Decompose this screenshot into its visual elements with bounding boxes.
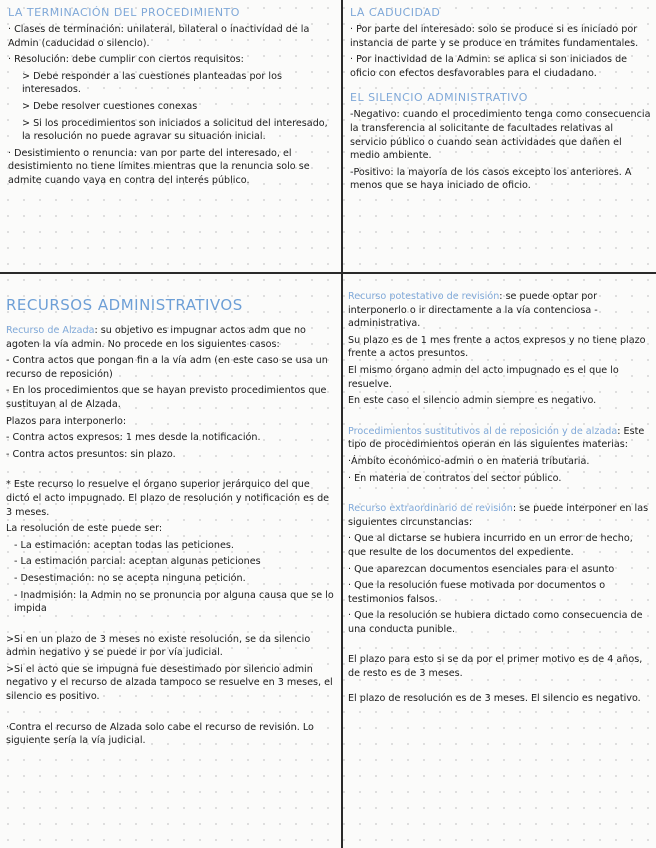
text-silencio-negativo-alzada: >Si en un plazo de 3 meses no existe resolución, se da silencio admin negativo y se puede ir por vía judicial.: [6, 633, 311, 659]
section-caducidad: [344, 0, 656, 270]
label-sustitutivos: Procedimientos sustitutivos al de reposición y de alzada: [348, 425, 618, 437]
text-resolucion: · Resolución: debe cumplir con ciertos requisitos:: [8, 54, 244, 66]
text-reposicion-silencio: En este caso el silencio admin siempre es negativo.: [348, 395, 597, 407]
heading-silencio: EL SILENCIO ADMINISTRATIVO: [350, 91, 528, 105]
heading-recursos: RECURSOS ADMINISTRATIVOS: [6, 296, 243, 314]
text-extraordinario: Recurso extraordinario de revisión: se puede interponer en las siguientes circunstancias:: [348, 503, 649, 528]
text-alzada-1: - Contra actos que pongan fin a la vía adm (en este caso se usa un recurso de reposición): [6, 355, 328, 380]
text-extra-resolucion: El plazo de resolución es de 3 meses. El silencio es negativo.: [348, 692, 641, 704]
label-reposicion: Recurso potestativo de revisión: [348, 291, 500, 302]
text-reposicion-organo: El mismo órgano admin del acto impugnado es el que lo resuelve.: [348, 364, 619, 390]
section-terminacion: [0, 0, 340, 270]
text-extra-2: · Que aparezcan documentos esenciales para el asunto: [348, 563, 615, 575]
text-plazos: Plazos para interponerlo:: [6, 415, 127, 427]
text-desistimiento: · Desistimiento o renuncia: van por parte del interesado, el desistimiento no tiene límites mientras que la renuncia solo se admite cuando vaya en contra del interés público.: [8, 147, 310, 186]
text-req-3: > Si los procedimientos son iniciados a solicitud del interesado, la resolución no puede agravar su situación inicial.: [22, 117, 328, 143]
text-extra-1: · Que al dictarse se hubiera incurrido en un error de hecho, que resulte de los documentos del expediente.: [348, 533, 633, 558]
text-extra-plazo: El plazo para esto si se da por el primer motivo es de 4 años, de resto es de 3 meses.: [348, 654, 643, 680]
text-req-1: > Debe responder a las cuestiones planteadas por los interesados.: [22, 70, 282, 96]
vertical-divider: [341, 0, 343, 848]
text-resuelve: * Este recurso lo resuelve el órgano superior jerárquico del que dictó el acto impugnado. El plazo de resolución y notificación es de 3 meses.: [6, 479, 330, 518]
text-desestimacion: - Desestimación: no se acepta ninguna petición.: [14, 572, 246, 584]
text-resolucion-puede: La resolución de este puede ser:: [6, 523, 163, 535]
text-silencio-positivo-alzada: >Si el acto que se impugna fue desestimado por silencio admin negativo y el recurso de alzada tampoco se resuelve en 3 meses, el silencio es positivo.: [6, 663, 333, 703]
text-silencio-positivo: -Positivo: la mayoría de los casos excepto los anteriores. A menos que se haya iniciado de oficio.: [350, 166, 632, 192]
text-extra-4: · Que la resolución se hubiera dictado como consecuencia de una conducta punible.: [348, 610, 643, 635]
text-alzada-2: - En los procedimientos que se hayan previsto procedimientos que sustituyan al de Alzada.: [6, 385, 327, 410]
label-extraordinario: Recurso extraordinario de revisión: [348, 503, 513, 515]
section-recursos-cont: [344, 276, 656, 848]
text-plazo-presuntos: - Contra actos presuntos: sin plazo.: [6, 448, 176, 460]
text-contra-alzada: ·Contra el recurso de Alzada solo cabe el recurso de revisión. Lo siguiente sería la vía judicial.: [6, 721, 314, 747]
text-plazo-expresos: - Contra actos expresos: 1 mes desde la notificación.: [6, 432, 261, 444]
heading-caducidad: LA CADUCIDAD: [350, 6, 441, 19]
text-extra-3: · Que la resolución fuese motivada por documentos o testimonios falsos.: [348, 580, 606, 605]
text-alzada: Recurso de Alzada: su objetivo es impugnar actos adm que no agoten la vía admin. No procede en los siguientes casos:: [6, 325, 306, 350]
text-sust-2: · En materia de contratos del sector público.: [348, 472, 562, 484]
label-alzada: Recurso de Alzada: [6, 325, 95, 336]
text-inadmision: - Inadmisión: la Admin no se pronuncia por alguna causa que se lo impida: [14, 589, 334, 615]
text-sustitutivos: Procedimientos sustitutivos al de reposición y de alzada: Este tipo de procedimientos operan en las siguientes materias:: [348, 425, 645, 451]
text-req-2: > Debe resolver cuestiones conexas: [22, 100, 198, 112]
text-caducidad-admin: · Por inactividad de la Admin: se aplica si son iniciados de oficio con efectos desfavorables para el ciudadano.: [350, 54, 628, 79]
text-estimacion: - La estimación: aceptan todas las peticiones.: [14, 539, 234, 551]
text-reposicion-plazo: Su plazo es de 1 mes frente a actos expresos y no tiene plazo frente a actos presuntos.: [348, 334, 646, 360]
horizontal-divider: [0, 272, 656, 274]
text-silencio-negativo: -Negativo: cuando el procedimiento tenga como consecuencia la transferencia al solicitante de facultades relativas al servicio público o cuando sean actividades que dañen el medio ambiente.: [350, 109, 651, 162]
text-estimacion-parcial: - La estimación parcial: aceptan algunas peticiones: [14, 556, 261, 568]
text-caducidad-interesado: · Por parte del interesado: solo se produce si es iniciado por instancia de parte y se produce en trámites fundamentales.: [350, 24, 639, 49]
text-clases: · Clases de terminación: unilateral, bilateral o inactividad de la Admin (caducidad o silencio).: [8, 24, 310, 49]
section-recursos: [0, 276, 340, 848]
heading-terminacion: LA TERMINACIÓN DEL PROCEDIMIENTO: [8, 6, 240, 19]
text-reposicion: Recurso potestativo de revisión: se puede optar por interponerlo o ir directamente a la vía contenciosa -administrativa.: [348, 291, 598, 330]
text-sust-1: ·Ámbito económico-admin o en materia tributaria.: [348, 455, 590, 467]
